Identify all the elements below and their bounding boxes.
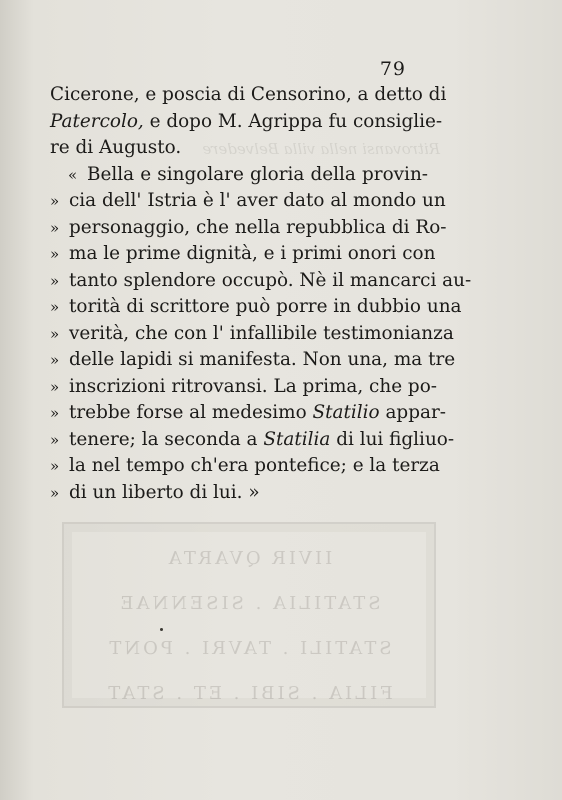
bleed-through-inscription-plate: IIVIR QVARTA STATILIA . SISENNAE STATILI . TAVRI . PONT FILIA . SIBI . ET . STAT [62,522,436,708]
text-fragment: e dopo M. Agrippa fu consiglie- [149,110,443,132]
quote-line [50,427,455,454]
quote-text: cia dell' Istria è l' aver dato al mondo un [69,190,446,211]
text-fragment: appar- [385,402,446,423]
quote-text: di un liberto di lui. » [69,481,260,503]
quote-mark: » [50,218,60,237]
quote-text: ma le prime dignità, e i primi onori con [69,243,436,264]
quote-text: la nel tempo ch'era pontefice; e la terza [69,455,440,476]
quote-line [50,162,428,189]
text-line [50,109,443,136]
text-fragment: tenere; la seconda a [69,428,258,450]
quote-mark: » [50,192,60,210]
quote-line [50,374,437,401]
text-fragment: trebbe forse al medesimo [69,402,307,423]
quote-mark: » [50,483,60,502]
quote-line [50,241,436,268]
quote-text [69,427,454,454]
quote-text: Bella e singolare gloria della provin- [87,163,428,185]
quote-text [69,400,446,427]
italic-name: Statilia [263,428,331,450]
quote-mark: » [50,351,60,369]
quote-text: personaggio, che nella repubblica di Ro- [69,216,447,238]
quote-text: torità di scrittore può porre in dubbio una [69,296,462,317]
quote-line [50,347,456,374]
quote-text: verità, che con l' infallibile testimonianza [69,322,454,344]
quote-mark: » [50,404,60,422]
quote-line [50,268,472,295]
page-body [50,82,472,506]
italic-name: Patercolo, [50,110,144,132]
text-line: Cicerone, e poscia di Censorino, a detto di [50,84,447,105]
text-fragment: di lui figliuo- [336,428,455,450]
quote-line [50,400,446,427]
quote-mark: » [50,271,60,290]
quote-line [50,188,446,215]
quote-mark: » [50,298,60,316]
page-number: 79 [379,58,406,80]
quote-text: delle lapidi si manifesta. Non una, ma tre [69,349,456,370]
quote-text: inscrizioni ritrovansi. La prima, che po- [69,375,437,397]
italic-name: Statilio [312,402,380,423]
quote-line [50,480,428,507]
quote-mark: » [50,430,60,449]
quote-mark: » [50,457,60,475]
bleed-through-text: Ritrovansi nella villa Belvedere [202,140,440,158]
quote-line [50,321,454,348]
quote-mark: « [68,165,78,184]
quote-mark: » [50,324,60,343]
quote-mark: » [50,245,60,263]
quote-line [50,294,462,321]
quote-line [50,453,440,480]
quote-line [50,215,447,242]
ink-speck [160,628,163,631]
text-line: re di Augusto. [50,137,182,158]
quote-text: tanto splendore occupò. Nè il mancarci au- [69,269,472,291]
quote-mark: » [50,377,60,396]
